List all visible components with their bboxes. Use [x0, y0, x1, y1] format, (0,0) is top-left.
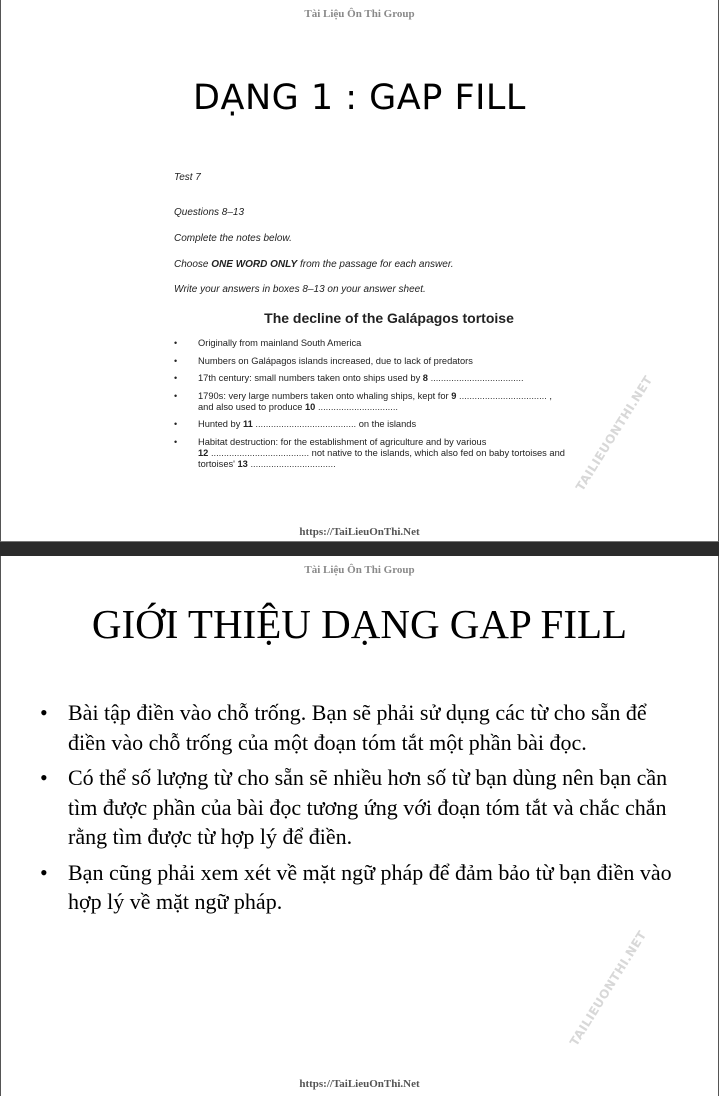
bullet-item: • Bài tập điền vào chỗ trống. Bạn sẽ phải sử dụng các từ cho sẵn để điền vào chỗ trống của một đoạn tóm tắt một phần bài đọc. [40, 700, 647, 755]
instruction-3: Write your answers in boxes 8–13 on your answer sheet. [174, 284, 426, 295]
slide-title: DẠNG 1 : GAP FILL [193, 78, 526, 118]
question-number: 8 [422, 373, 428, 383]
bullet-icon: • [174, 338, 178, 348]
note-item: • Numbers on Galápagos islands increased, due to lack of predators [174, 355, 473, 366]
answer-gap: ................................. [250, 458, 336, 469]
instruction-1: Complete the notes below. [174, 233, 292, 244]
note-item: • 1790s: very large numbers taken onto whaling ships, kept for 9 .................................. , and also used to produce 10 ............................... [174, 390, 552, 412]
answer-gap: ............................... [317, 401, 399, 412]
notes-title: The decline of the Galápagos tortoise [264, 310, 514, 326]
answer-gap: ....................................... [255, 419, 357, 429]
bullet-icon: • [40, 765, 48, 790]
questions-label: Questions 8–13 [174, 207, 245, 218]
bullet-icon: • [174, 373, 178, 383]
watermark: TAILIEUONTHI.NET [567, 928, 650, 1049]
note-item: • Habitat destruction: for the establishment of agriculture and by various 12 ...................................... not native to the islands, which also fed on baby tortoises and tortoises' 13 ................................. [174, 436, 565, 469]
intro-bullets [40, 698, 680, 923]
slide-footer-link[interactable]: https://TaiLieuOnThi.Net [299, 526, 420, 538]
slide-header: Tài Liệu Ôn Thi Group [304, 564, 415, 576]
question-number: 13 [237, 458, 248, 469]
answer-gap: .................................. [459, 390, 547, 401]
watermark: TAILIEUONTHI.NET [573, 373, 656, 494]
test-label: Test 7 [174, 172, 201, 183]
bullet-icon: • [174, 390, 178, 401]
slide-gap-fill-intro [0, 556, 719, 1096]
bullet-item: • Bạn cũng phải xem xét về mặt ngữ pháp để đảm bảo từ bạn điền vào hợp lý về mặt ngữ pháp. [40, 859, 672, 914]
note-item: • Hunted by 11 ....................................... on the islands [174, 419, 417, 429]
instruction-2: Choose ONE WORD ONLY from the passage for each answer. [174, 259, 454, 270]
answer-gap: .................................... [430, 373, 524, 383]
bullet-item: • Có thể số lượng từ cho sẵn sẽ nhiều hơn số từ bạn dùng nên bạn cần tìm được phần của bài đọc tương ứng với đoạn tóm tắt và chắc chắn rằng tìm được từ hợp lý để điền. [40, 765, 668, 849]
question-number: 10 [305, 401, 316, 412]
answer-gap: ...................................... [210, 447, 310, 458]
bullet-icon: • [40, 859, 48, 885]
note-item: • 17th century: small numbers taken onto ships used by 8 .................................... [174, 373, 524, 383]
slide-separator [0, 542, 719, 556]
notes-list [174, 338, 614, 476]
note-item: • Originally from mainland South America [174, 338, 362, 348]
question-number: 9 [451, 390, 457, 401]
bullet-icon: • [40, 700, 48, 725]
question-number: 11 [242, 419, 253, 429]
slide-gap-fill-example [0, 0, 719, 542]
slide-header: Tài Liệu Ôn Thi Group [304, 8, 415, 20]
bullet-icon: • [174, 419, 178, 429]
bullet-icon: • [174, 436, 178, 447]
slide-title: GIỚI THIỆU DẠNG GAP FILL [91, 601, 628, 647]
slide-footer-link[interactable]: https://TaiLieuOnThi.Net [299, 1078, 420, 1090]
bullet-icon: • [174, 355, 178, 366]
question-number: 12 [198, 447, 209, 458]
